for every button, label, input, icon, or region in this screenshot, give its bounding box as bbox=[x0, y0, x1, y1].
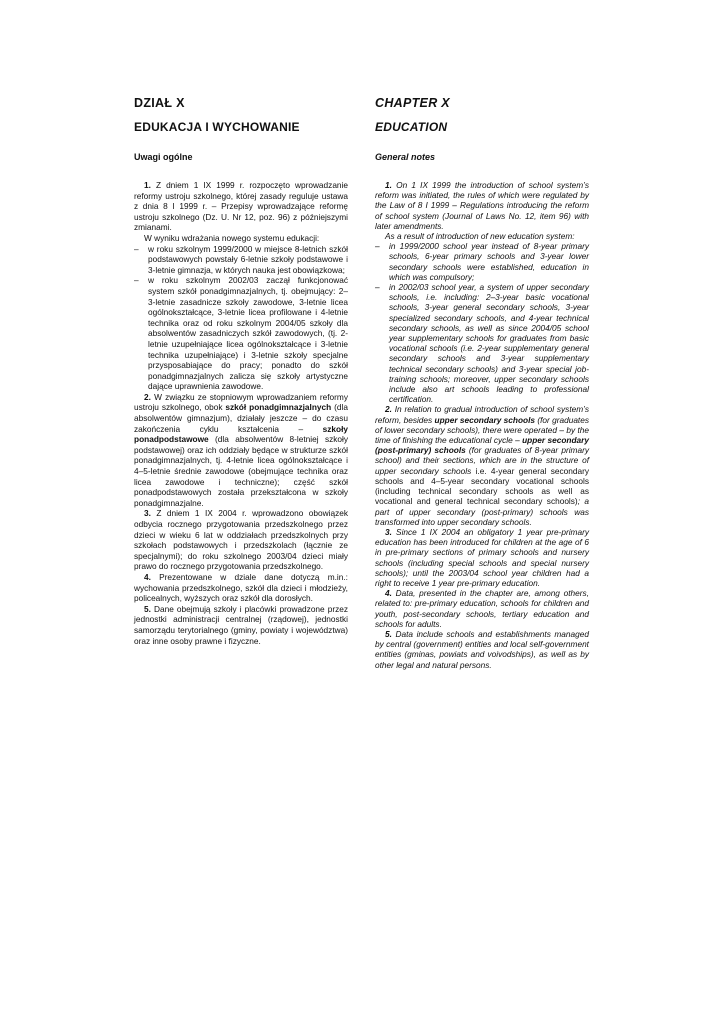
body-text bbox=[134, 180, 348, 646]
paragraph-1-intro: W wyniku wdrażania nowego systemu edukacji: bbox=[144, 232, 320, 243]
dash-marker: – bbox=[134, 243, 139, 254]
paragraph-number: 2. bbox=[144, 391, 151, 402]
paragraph-number: 2. bbox=[385, 404, 392, 415]
list-item-text: w roku szkolnym 2002/03 zaczął funkcjonować system szkół ponadgimnazjalnych, tj. obejmujący: 2–3-letnie zasadnicze szkoły zawodowe, 3-letnie licea ogólnokształcące, 3-letnie licea profilowane i 4-letnie technika oraz od roku szkolnym 2004/05 szkoły dla absolwentów zasadniczych szkół zawodowych, (tj. 2-letnie uzupełniające licea ogólnokształcące i 3-letnie technika uzupełniające) i 3-letnie szkoły specjalne przysposabiające do pracy; ponadto do szkół ponadgimnazjalnych zalicza się szkoły artystyczne dające uprawnienia zawodowe. bbox=[148, 275, 348, 392]
list-item-text: in 2002/03 school year, a system of upper secondary schools, i.e. including: 2–3-year basic vocational schools, 3-year general secondary schools, 3-year specialized secondary schools, and 4-year technical secondary schools, as well as since 2004/05 school year supplementary schools for graduates from basic vocational schools (i.e. 2-year supplementary general secondary schools and 3-year supplementary technical secondary schools) and 3-year special job-training schools; moreover, upper secondary schools include also art schools leading to professional certification. bbox=[389, 282, 589, 405]
english-column bbox=[375, 96, 589, 670]
bold-term: szkół ponadgimnazjalnych bbox=[225, 402, 332, 413]
paragraph-2 bbox=[134, 392, 348, 509]
dash-marker: – bbox=[375, 241, 380, 252]
paragraph-number: 1. bbox=[144, 180, 151, 190]
chapter-title: EDUCATION bbox=[375, 120, 448, 134]
paragraph-text: Data, presented in the chapter are, among others, related to: pre-primary education, schools for children and youth, post-secondary schools, tertiary education and schools for adults. bbox=[375, 588, 589, 629]
paragraph-text: ; a part of upper secondary (post-primary) schools was transformed into upper secondary schools. bbox=[375, 496, 590, 527]
paragraph-number: 5. bbox=[385, 628, 392, 639]
list-item-text: in 1999/2000 school year instead of 8-year primary schools, 6-year primary schools and 3-year lower secondary schools were established, education in which was compulsory; bbox=[389, 241, 589, 282]
paragraph-text: (for graduates of 8-year primary school) and their sections, which are in the structure of upper secondary schools bbox=[375, 445, 589, 476]
section-subheading: Uwagi ogólne bbox=[134, 152, 193, 162]
list-item bbox=[134, 244, 348, 276]
chapter-heading: DZIAŁ X bbox=[134, 96, 185, 110]
list-item-text: w roku szkolnym 1999/2000 w miejsce 8-letnich szkół podstawowych powstały 6-letnie szkoły podstawowe i 3-letnie gimnazja, w których nauka jest obowiązkowa; bbox=[148, 243, 348, 275]
paragraph-4 bbox=[375, 588, 589, 629]
paragraph-text: W związku ze stopniowym wprowadzaniem reformy ustroju szkolnego, obok bbox=[134, 391, 348, 413]
paragraph-1-intro: As a result of introduction of new education system: bbox=[385, 231, 575, 242]
paragraph-5 bbox=[134, 604, 348, 646]
paragraph-text: (dla absolwentów gimnazjum), działały jeszcze – do czasu zakończenia cyklu kształcenia – bbox=[134, 402, 348, 434]
list-item bbox=[375, 282, 589, 404]
bold-term: upper secondary (post-primary) schools bbox=[375, 435, 590, 456]
paragraph-3 bbox=[134, 508, 348, 572]
list-item bbox=[134, 275, 348, 392]
polish-column bbox=[134, 96, 348, 646]
paragraph-1 bbox=[375, 180, 589, 231]
paragraph-3 bbox=[375, 527, 589, 588]
list-item bbox=[375, 241, 589, 282]
paragraph-number: 3. bbox=[385, 526, 392, 537]
paragraph-text: In relation to gradual introduction of school system’s reform, besides bbox=[375, 404, 590, 425]
paragraph-4 bbox=[134, 572, 348, 604]
paragraph-number: 4. bbox=[385, 588, 392, 599]
paragraph-2 bbox=[375, 404, 589, 526]
paragraph-text: Z dniem 1 IX 1999 r. rozpoczęto wprowadzanie reformy ustroju szkolnego, której zasady reguluje ustawa z dnia 8 I 1999 r. – Przepisy wprowadzające reformę ustroju szkolnego (Dz. U. Nr 12, poz. 96) z późniejszymi zmianami. bbox=[134, 180, 349, 233]
paragraph-text: (for graduates of lower secondary schools), there were operated – by the time of finishing the educational cycle – bbox=[375, 414, 589, 446]
chapter-heading: CHAPTER X bbox=[375, 96, 450, 110]
paragraph-text: Dane obejmują szkoły i placówki prowadzone przez jednostki administracji centralnej (rządowej), jednostki samorządu terytorialnego (gminy, powiaty i województwa) oraz inne osoby prawne i fizyczne. bbox=[134, 603, 348, 646]
paragraph-text: Z dniem 1 IX 2004 r. wprowadzono obowiązek odbycia rocznego przygotowania przedszkolnego przez dzieci w wieku 6 lat w oddziałach przedszkolnych przy szkołach podstawowych i przedszkolach (łącznie ze specjalnymi); do roku szkolnego 2003/04 dzieci miały prawo do rocznego przygotowania przedszkolnego. bbox=[134, 508, 348, 572]
bold-term: upper secondary schools bbox=[434, 414, 536, 425]
paragraph-number: 4. bbox=[144, 571, 151, 582]
paragraph-number: 1. bbox=[385, 180, 392, 190]
paragraph-5 bbox=[375, 629, 589, 670]
paragraph-text: i.e. 4-year general secondary schools and 4–5-year secondary vocational schools (including technical secondary schools as well as vocational and general technical secondary schools) bbox=[375, 465, 589, 507]
body-text bbox=[375, 180, 589, 670]
paragraph-text: Prezentowane w dziale dane dotyczą m.in.: wychowania przedszkolnego, szkół dla dzieci i młodzieży, policealnych, wyższych oraz szkół dla dorosłych. bbox=[134, 571, 348, 604]
section-subheading: General notes bbox=[375, 152, 436, 162]
dash-marker: – bbox=[375, 282, 380, 293]
paragraph-number: 5. bbox=[144, 603, 151, 614]
paragraph-text: Since 1 IX 2004 an obligatory 1 year pre-primary education has been introduced for children at the age of 6 in pre-primary sections of primary schools and nursery schools (including special schools and special nursery schools); until the 2003/04 school year children had a right to receive 1 year pre-primary education. bbox=[375, 526, 589, 588]
paragraph-text: (dla absolwentów 8-letniej szkoły podstawowej) oraz ich oddziały będące w strukturze szkół ponadgimnazjalnych, tj. 4-letnie licea ogólnokształcące i 4–5-letnie średnie zawodowe (obejmujące technika oraz licea zawodowe i techniczne); część szkół ponadpodstawowych została przekształcona w szkoły ponadgimnazjalne. bbox=[134, 434, 348, 508]
bold-term: szkoły ponadpodstawowe bbox=[134, 423, 348, 445]
paragraph-text: On 1 IX 1999 the introduction of school system’s reform was initiated, the rules of which were regulated by the Law of 8 I 1999 – Regulations introducing the reform of school system (Journal of Laws No. 12, item 96) with later amendments. bbox=[375, 180, 589, 231]
paragraph-1 bbox=[134, 180, 348, 233]
chapter-title: EDUKACJA I WYCHOWANIE bbox=[134, 120, 300, 134]
paragraph-text: Data include schools and establishments managed by central (government) entities and local self-government entities (gminas, powiats and voivodships), as well as by other legal and natural persons. bbox=[375, 628, 589, 670]
dash-marker: – bbox=[134, 275, 139, 286]
paragraph-number: 3. bbox=[144, 508, 151, 519]
